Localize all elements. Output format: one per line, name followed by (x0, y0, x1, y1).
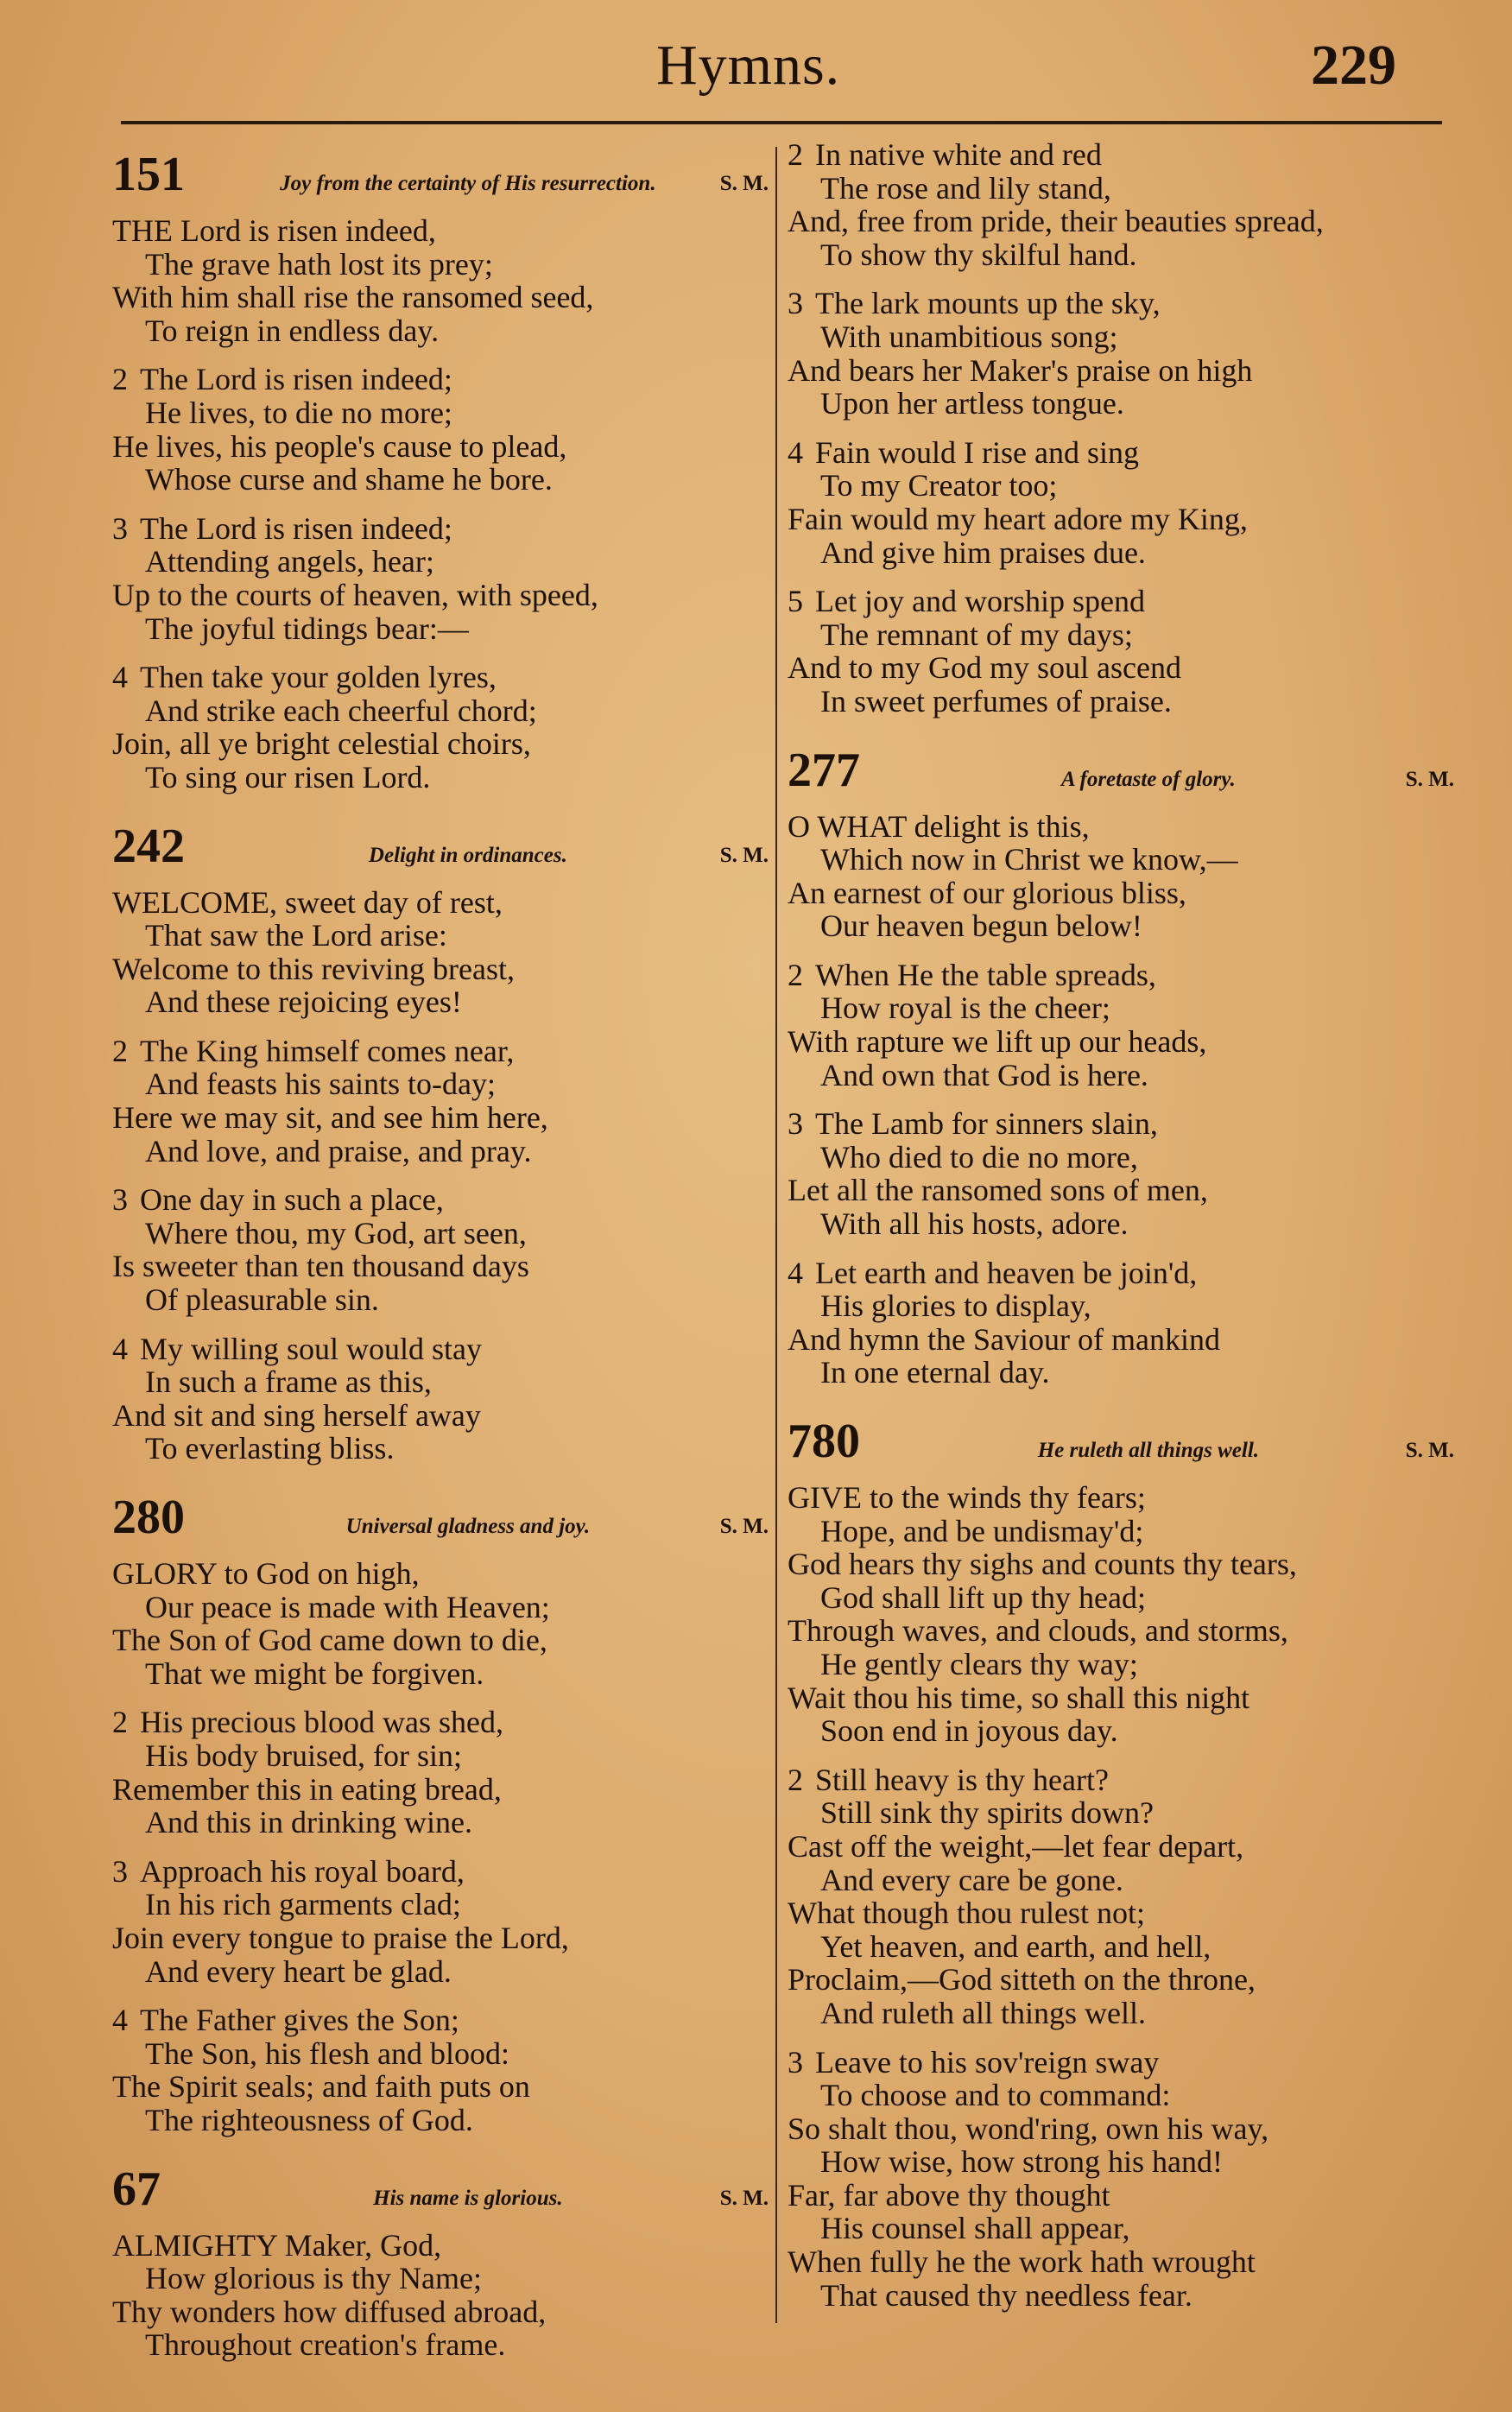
verse-number: 4 (112, 2003, 128, 2038)
verse-text: Join, all ye bright celestial choirs, (112, 726, 531, 762)
verse-line (788, 1997, 1454, 2030)
verse-text: His counsel shall appear, (820, 2211, 1130, 2246)
verse-number: 2 (112, 1033, 128, 1068)
verse-text: To reign in endless day. (145, 313, 440, 348)
verse-line (788, 1864, 1454, 1897)
hymn-title: His name is glorious. (373, 2186, 563, 2210)
verse-line (112, 248, 769, 282)
verse-line (112, 886, 769, 920)
verse-line (788, 1896, 1454, 1930)
verse-line (112, 1773, 769, 1807)
hymn-meter: S. M. (1405, 767, 1454, 791)
verse-line (112, 612, 769, 646)
verse-line (788, 287, 1454, 320)
verse-text: Whose curse and shame he bore. (145, 462, 553, 497)
verse-text: Here we may sit, and see him here, (112, 1100, 548, 1136)
verse-line (788, 1141, 1454, 1174)
verse-text: In sweet perfumes of praise. (820, 683, 1172, 719)
header-rule (121, 121, 1442, 124)
verse-text: Our peace is made with Heaven; (145, 1589, 550, 1624)
verse-number: 4 (788, 434, 803, 470)
verse-text: Cast off the weight,—let fear depart, (788, 1828, 1244, 1864)
verse-line (788, 1763, 1454, 1797)
verse-text: Let all the ransomed sons of men, (788, 1173, 1208, 1208)
verse (788, 436, 1454, 569)
verse-text: God shall lift up thy head; (820, 1580, 1146, 1615)
verse-line (112, 1706, 769, 1739)
verse (788, 1481, 1454, 1748)
verse-number: 2 (112, 362, 128, 397)
verse (788, 2046, 1454, 2313)
hymn-number: 67 (112, 2162, 161, 2216)
verse-line (112, 1806, 769, 1839)
verse-number: 3 (112, 1182, 128, 1218)
verse-number: 3 (788, 286, 803, 321)
verse-text: Who died to die no more, (820, 1139, 1138, 1174)
hymn-title: Delight in ordinances. (368, 843, 567, 867)
verse-text: How wise, how strong his hand! (820, 2144, 1223, 2180)
verse-text: Leave to his sov'reign sway (815, 2044, 1160, 2080)
verse (788, 959, 1454, 1092)
verse-text: Far, far above thy thought (788, 2177, 1110, 2213)
verse-number: 3 (788, 2044, 803, 2080)
verse-number: 4 (112, 1331, 128, 1366)
verse (112, 2229, 769, 2362)
verse-line (112, 512, 769, 546)
verse-text: What though thou rulest not; (788, 1896, 1145, 1931)
verse-line (112, 1101, 769, 1135)
verse-line (112, 1183, 769, 1217)
verse-number: 2 (788, 137, 803, 172)
verse-line (112, 2104, 769, 2137)
verse-text: Attending angels, hear; (145, 544, 434, 579)
verse-line (788, 1796, 1454, 1830)
verse-line (112, 1739, 769, 1773)
verse-text: Thy wonders how diffused abroad, (112, 2294, 547, 2329)
verse-line (788, 1648, 1454, 1681)
verse-text: And, free from pride, their beauties spread, (788, 204, 1324, 239)
hymn (112, 1481, 769, 2137)
verse-text: Approach his royal board, (140, 1853, 465, 1889)
verse (788, 287, 1454, 420)
verse-line (112, 396, 769, 430)
page-number: 229 (1311, 34, 1396, 97)
verse (112, 2004, 769, 2137)
verse-line (788, 685, 1454, 719)
verse-text: The Son of God came down to die, (112, 1623, 547, 1658)
verse-text: So shalt thou, wond'ring, own his way, (788, 2111, 1269, 2146)
verse-line (112, 661, 769, 694)
verse (112, 1706, 769, 1839)
verse (788, 1257, 1454, 1390)
verse (112, 1333, 769, 1466)
verse-line (112, 2262, 769, 2295)
hymn-header (112, 2153, 769, 2229)
verse-text: The Spirit seals; and faith puts on (112, 2069, 530, 2105)
verse-line (112, 1557, 769, 1591)
verse-text: GLORY to God on high, (112, 1556, 420, 1591)
verse-text: Then take your golden lyres, (140, 660, 497, 695)
verse-number: 5 (788, 584, 803, 619)
verse-text: Up to the courts of heaven, with speed, (112, 577, 598, 612)
verse (112, 1557, 769, 1690)
verse-text: And love, and praise, and pray. (145, 1133, 532, 1168)
verse-line (788, 238, 1454, 272)
verse-text: Where thou, my God, art seen, (145, 1215, 527, 1250)
verse-text: Which now in Christ we know,— (820, 842, 1238, 877)
verse-line (788, 1481, 1454, 1515)
page-title: Hymns. (656, 34, 841, 97)
verse-line (788, 1614, 1454, 1648)
verse-line (112, 2004, 769, 2037)
verse-text: Fain would my heart adore my King, (788, 501, 1248, 536)
verse-line (788, 205, 1454, 238)
hymn-header (788, 1405, 1454, 1481)
verse-text: The remnant of my days; (820, 617, 1133, 652)
verse-line (112, 1624, 769, 1657)
verse-line (788, 1257, 1454, 1290)
verse-text: His body bruised, for sin; (145, 1738, 462, 1773)
verse (112, 1183, 769, 1316)
verse-line (788, 2245, 1454, 2279)
hymn (112, 138, 769, 795)
verse-text: The righteousness of God. (145, 2102, 473, 2137)
verse-text: WELCOME, sweet day of rest, (112, 884, 503, 920)
verse-line (112, 1333, 769, 1366)
verse-text: The joyful tidings bear:— (145, 611, 469, 646)
verse (112, 214, 769, 347)
verse-line (112, 1657, 769, 1691)
verse-text: In his rich garments clad; (145, 1887, 461, 1922)
verse-line (112, 1591, 769, 1624)
verse-line (788, 2079, 1454, 2112)
verse-text: Still sink thy spirits down? (820, 1795, 1155, 1831)
verse-line (788, 1107, 1454, 1141)
verse-text: And bears her Maker's praise on high (788, 352, 1253, 388)
verse-line (788, 436, 1454, 470)
verse-line (112, 2070, 769, 2104)
verse-line (112, 1399, 769, 1433)
hymn-number: 280 (112, 1491, 185, 1544)
verse-text: ALMIGHTY Maker, God, (112, 2227, 442, 2263)
verse-number: 2 (788, 1762, 803, 1797)
hymn (788, 138, 1454, 719)
verse-text: THE Lord is risen indeed, (112, 213, 436, 248)
verse-text: That saw the Lord arise: (145, 918, 447, 953)
verse-text: The grave hath lost its prey; (145, 246, 493, 282)
hymn-header (112, 810, 769, 886)
verse-number: 2 (112, 1705, 128, 1740)
verse-number: 2 (788, 957, 803, 992)
verse-text: And feasts his saints to-day; (145, 1067, 496, 1102)
verse-text: And give him praises due. (820, 535, 1146, 570)
verse-line (112, 1135, 769, 1168)
verse-line (112, 430, 769, 464)
verse-line (788, 2179, 1454, 2213)
verse-text: And own that God is here. (820, 1057, 1148, 1092)
verse (112, 363, 769, 496)
verse-number: 4 (112, 660, 128, 695)
verse-line (788, 536, 1454, 570)
verse-line (788, 877, 1454, 910)
verse-line (112, 953, 769, 986)
verse-line (112, 463, 769, 497)
verse (788, 810, 1454, 943)
verse (788, 138, 1454, 271)
verse-text: Upon her artless tongue. (820, 386, 1124, 421)
verse-line (788, 1515, 1454, 1548)
verse-text: The Lamb for sinners slain, (815, 1106, 1158, 1142)
verse-number: 3 (112, 510, 128, 546)
verse-text: In such a frame as this, (145, 1364, 432, 1400)
verse-text: The King himself comes near, (140, 1033, 515, 1068)
verse-line (112, 694, 769, 728)
verse-text: To choose and to command: (820, 2078, 1171, 2113)
verse-text: His precious blood was shed, (140, 1705, 503, 1740)
verse-line (788, 991, 1454, 1025)
verse-text: He lives, to die no more; (145, 395, 452, 430)
right-column (788, 138, 1454, 2327)
verse-text: To sing our risen Lord. (145, 759, 431, 795)
verse-text: That caused thy needless fear. (820, 2277, 1193, 2313)
verse-line (788, 1289, 1454, 1323)
verse-text: And every heart be glad. (145, 1953, 452, 1989)
hymn (112, 810, 769, 1466)
verse-text: And sit and sing herself away (112, 1397, 481, 1433)
hymn (112, 2153, 769, 2362)
hymn-header (112, 138, 769, 214)
verse-text: Is sweeter than ten thousand days (112, 1249, 529, 1284)
verse-text: The Father gives the Son; (140, 2003, 459, 2038)
hymn-title: He ruleth all things well. (1037, 1439, 1260, 1462)
verse-line (112, 1955, 769, 1989)
verse-line (788, 909, 1454, 943)
verse-line (112, 1888, 769, 1921)
verse-text: In native white and red (815, 137, 1102, 172)
verse-line (112, 1365, 769, 1399)
verse-text: When fully he the work hath wrought (788, 2244, 1256, 2280)
hymn-meter: S. M. (1405, 1439, 1454, 1462)
verse-line (788, 2212, 1454, 2245)
hymn (788, 1405, 1454, 2312)
verse-line (112, 1432, 769, 1466)
verse-line (112, 919, 769, 953)
verse-line (788, 843, 1454, 877)
hymn-meter: S. M. (719, 172, 769, 195)
verse-text: My willing soul would stay (140, 1331, 483, 1366)
hymn-header (112, 1481, 769, 1557)
verse-text: Hope, and be undismay'd; (820, 1513, 1144, 1548)
verse-text: Let joy and worship spend (815, 584, 1145, 619)
verse-line (112, 2229, 769, 2263)
verse-line (112, 2328, 769, 2362)
verse-line (788, 2279, 1454, 2313)
hymn-meter: S. M. (719, 2186, 769, 2210)
verse-line (112, 985, 769, 1019)
hymn-title: Joy from the certainty of His resurrection. (280, 172, 656, 195)
verse-text: Yet heaven, and earth, and hell, (820, 1928, 1211, 1964)
verse-text: To my Creator too; (820, 468, 1058, 503)
verse-line (112, 281, 769, 314)
verse-line (112, 314, 769, 348)
verse-line (788, 1025, 1454, 1059)
column-divider (775, 147, 777, 2323)
hymn-number: 780 (788, 1415, 860, 1468)
verse-line (112, 545, 769, 579)
verse-line (112, 1283, 769, 1317)
hymn-meter: S. M. (719, 1515, 769, 1538)
verse-number: 3 (788, 1106, 803, 1142)
verse-text: Fain would I rise and sing (815, 434, 1139, 470)
verse-text: When He the table spreads, (815, 957, 1156, 992)
verse-text: Throughout creation's frame. (145, 2327, 506, 2363)
verse-line (788, 2145, 1454, 2179)
hymn-number: 277 (788, 743, 860, 797)
verse-line (788, 1207, 1454, 1241)
verse-text: With him shall rise the ransomed seed, (112, 280, 594, 315)
verse-line (788, 1963, 1454, 1997)
verse-line (788, 1548, 1454, 1581)
verse-line (112, 579, 769, 612)
verse (112, 1855, 769, 1988)
verse-line (788, 1174, 1454, 1207)
verse-line (112, 1217, 769, 1250)
verse-line (788, 387, 1454, 421)
verse-text: An earnest of our glorious bliss, (788, 875, 1186, 910)
verse-line (788, 1059, 1454, 1092)
verse-text: And these rejoicing eyes! (145, 984, 462, 1020)
verse-line (788, 651, 1454, 685)
verse (788, 1763, 1454, 2030)
verse-text: Welcome to this reviving breast, (112, 951, 515, 986)
verse-line (788, 138, 1454, 172)
verse-line (788, 618, 1454, 652)
hymn-number: 242 (112, 819, 185, 873)
verse-line (112, 363, 769, 396)
verse-line (788, 810, 1454, 844)
verse-text: And this in drinking wine. (145, 1805, 472, 1840)
verse-text: One day in such a place, (140, 1182, 444, 1218)
verse-line (788, 2046, 1454, 2080)
verse-text: And hymn the Saviour of mankind (788, 1321, 1220, 1357)
verse-line (788, 1830, 1454, 1864)
verse-text: He lives, his people's cause to plead, (112, 428, 567, 464)
verse-text: O WHAT delight is this, (788, 808, 1090, 844)
verse-line (788, 469, 1454, 503)
verse-line (788, 959, 1454, 992)
verse-line (788, 2112, 1454, 2146)
verse-line (788, 585, 1454, 618)
verse-line (788, 1714, 1454, 1748)
verse-text: Wait thou his time, so shall this night (788, 1680, 1250, 1715)
verse-text: He gently clears thy way; (820, 1646, 1138, 1681)
verse-line (788, 172, 1454, 206)
verse-text: How glorious is thy Name; (145, 2261, 482, 2296)
verse-text: Join every tongue to praise the Lord, (112, 1920, 569, 1955)
verse-number: 4 (788, 1255, 803, 1290)
hymn-meter: S. M. (719, 843, 769, 867)
left-column (112, 138, 769, 2377)
verse-line (112, 1035, 769, 1068)
hymn (788, 734, 1454, 1390)
verse-text: In one eternal day. (820, 1355, 1050, 1390)
verse-text: How royal is the cheer; (820, 991, 1110, 1026)
verse-number: 3 (112, 1853, 128, 1889)
verse-line (788, 1581, 1454, 1615)
verse-line (112, 2037, 769, 2071)
verse-text: The rose and lily stand, (820, 170, 1111, 206)
verse-text: Soon end in joyous day. (820, 1713, 1118, 1749)
verse (112, 512, 769, 645)
verse-line (112, 1855, 769, 1889)
verse-text: To show thy skilful hand. (820, 237, 1137, 272)
verse-line (112, 761, 769, 795)
verse-text: GIVE to the winds thy fears; (788, 1480, 1146, 1515)
verse-text: Still heavy is thy heart? (815, 1762, 1109, 1797)
verse-line (112, 1921, 769, 1955)
verse-text: Our heaven begun below! (820, 908, 1142, 944)
verse-line (112, 727, 769, 761)
verse-text: Of pleasurable sin. (145, 1282, 379, 1318)
verse-line (112, 1067, 769, 1101)
verse (788, 585, 1454, 718)
verse-text: With all his hosts, adore. (820, 1206, 1129, 1242)
verse-line (788, 1930, 1454, 1964)
verse-line (112, 214, 769, 248)
hymn-number: 151 (112, 148, 185, 201)
verse-line (788, 1356, 1454, 1390)
verse-text: To everlasting bliss. (145, 1431, 395, 1466)
verse-text: Remember this in eating bread, (112, 1771, 502, 1807)
verse-text: And ruleth all things well. (820, 1995, 1146, 2030)
verse-line (788, 503, 1454, 536)
verse-text: And to my God my soul ascend (788, 650, 1181, 686)
verse-text: The Lord is risen indeed; (140, 362, 452, 397)
verse-text: That we might be forgiven. (145, 1655, 484, 1691)
verse-text: With rapture we lift up our heads, (788, 1024, 1207, 1060)
verse-text: And strike each cheerful chord; (145, 693, 537, 728)
verse (112, 1035, 769, 1168)
verse-text: Through waves, and clouds, and storms, (788, 1613, 1288, 1649)
verse-text: The Son, his flesh and blood: (145, 2035, 509, 2071)
verse-text: The lark mounts up the sky, (815, 286, 1161, 321)
verse-text: Let earth and heaven be join'd, (815, 1255, 1198, 1290)
verse-line (788, 320, 1454, 354)
verse-text: Proclaim,—God sitteth on the throne, (788, 1962, 1256, 1997)
hymn-header (788, 734, 1454, 810)
verse (788, 1107, 1454, 1240)
verse-line (788, 1323, 1454, 1357)
verse-line (788, 354, 1454, 388)
verse (112, 886, 769, 1019)
verse-line (788, 1681, 1454, 1715)
verse-line (112, 1250, 769, 1283)
hymn-title: Universal gladness and joy. (345, 1515, 591, 1538)
verse-text: The Lord is risen indeed; (140, 510, 452, 546)
hymn-title: A foretaste of glory. (1060, 767, 1236, 791)
verse-text: God hears thy sighs and counts thy tears, (788, 1547, 1297, 1582)
verse-text: And every care be gone. (820, 1862, 1123, 1897)
verse-line (112, 2295, 769, 2329)
verse (112, 661, 769, 794)
verse-text: With unambitious song; (820, 319, 1118, 354)
verse-text: His glories to display, (820, 1288, 1091, 1324)
